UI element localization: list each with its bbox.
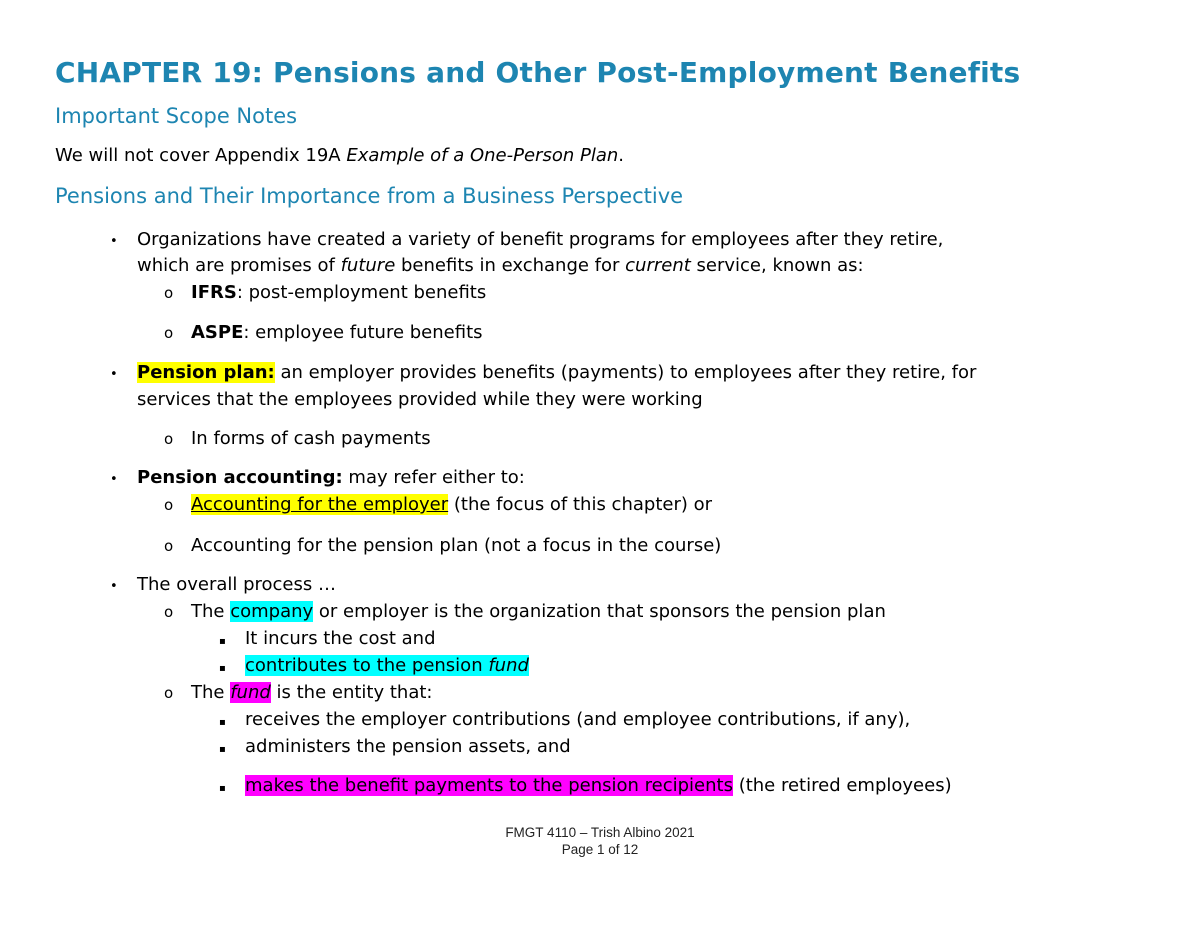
scope-text-italic: Example of a One-Person Plan <box>346 145 619 166</box>
hollow-bullet-icon: o <box>164 603 174 621</box>
bullet-1-line2: which are promises of future benefits in exchange for current service, known as: <box>137 255 864 276</box>
employer-accounting-highlight: Accounting for the employer <box>191 494 449 515</box>
bullet-4-line1: The overall process … <box>137 574 336 595</box>
bullet-3-sub1: Accounting for the employer (the focus of this chapter) or <box>191 494 713 515</box>
hollow-bullet-icon: o <box>164 496 174 514</box>
bullet-1-sub1: IFRS: post-employment benefits <box>191 282 487 303</box>
bullet-icon: • <box>110 234 118 249</box>
benefit-payments-highlight: makes the benefit payments to the pension recipients <box>245 775 733 796</box>
bullet-4-sub1-item2 <box>245 655 529 677</box>
square-bullet-icon: ▪ <box>219 744 226 755</box>
bullet-2-line1: Pension plan: an employer provides benefits (payments) to employees after they retire, for <box>137 362 977 383</box>
hollow-bullet-icon: o <box>164 430 174 448</box>
footer-course: FMGT 4110 – Trish Albino 2021 <box>505 825 695 840</box>
bullet-icon: • <box>110 472 118 487</box>
bullet-4-sub2-item2: administers the pension assets, and <box>245 736 571 757</box>
hollow-bullet-icon: o <box>164 684 174 702</box>
square-bullet-icon: ▪ <box>219 717 226 728</box>
bullet-4-sub2: The fund is the entity that: <box>191 682 433 703</box>
pension-plan-term: Pension plan: <box>137 362 275 383</box>
page-title: CHAPTER 19: Pensions and Other Post-Employment Benefits <box>55 56 1021 89</box>
bullet-2-sub1: In forms of cash payments <box>191 428 431 449</box>
hollow-bullet-icon: o <box>164 284 174 302</box>
bullet-3-sub2: Accounting for the pension plan (not a focus in the course) <box>191 535 722 556</box>
square-bullet-icon: ▪ <box>219 663 226 674</box>
bullet-4-sub1: The company or employer is the organization that sponsors the pension plan <box>191 601 886 622</box>
fund-highlight: fund <box>230 682 271 703</box>
hollow-bullet-icon: o <box>164 537 174 555</box>
bullet-2-line2: services that the employees provided while they were working <box>137 389 703 410</box>
bullet-1-line1: Organizations have created a variety of benefit programs for employees after they retire, <box>137 229 944 250</box>
bullet-3-line1: Pension accounting: may refer either to: <box>137 467 525 488</box>
bullet-4-sub1-item1: It incurs the cost and <box>245 628 436 649</box>
bullet-1-sub2: ASPE: employee future benefits <box>191 322 483 343</box>
scope-text <box>55 145 624 167</box>
section-heading: Pensions and Their Importance from a Business Perspective <box>55 184 684 208</box>
footer-page-number: Page 1 of 12 <box>561 842 639 857</box>
contributes-highlight: contributes to the pension fund <box>245 655 529 676</box>
hollow-bullet-icon: o <box>164 324 174 342</box>
bullet-4-sub2-item3: makes the benefit payments to the pension recipients (the retired employees) <box>245 775 952 796</box>
bullet-4-sub2-item1: receives the employer contributions (and employee contributions, if any), <box>245 709 911 730</box>
pension-accounting-term: Pension accounting: <box>137 467 343 488</box>
scope-heading: Important Scope Notes <box>55 104 298 128</box>
square-bullet-icon: ▪ <box>219 783 226 794</box>
bullet-icon: • <box>110 367 118 382</box>
scope-text-part: We will not cover Appendix 19A <box>55 145 347 166</box>
bullet-icon: • <box>110 579 118 594</box>
square-bullet-icon: ▪ <box>219 636 226 647</box>
company-highlight: company <box>230 601 314 622</box>
scope-text-part: . <box>618 145 625 166</box>
